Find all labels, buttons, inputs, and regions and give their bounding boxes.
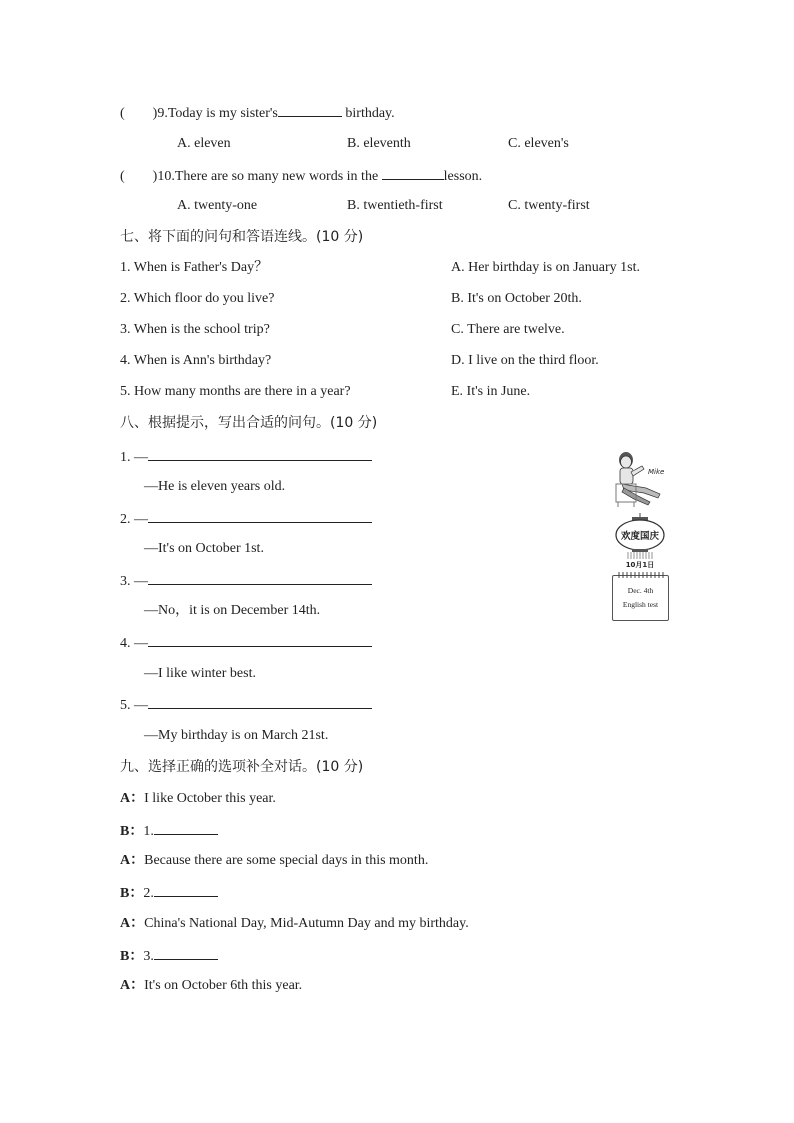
question-write-row xyxy=(120,571,372,591)
item-number: 2. — xyxy=(120,512,148,527)
dialogue-line xyxy=(120,883,218,903)
speaker-label: A： xyxy=(120,853,145,868)
fill-blank[interactable] xyxy=(154,946,218,960)
question-9 xyxy=(120,103,395,123)
speaker-label: A： xyxy=(120,916,145,931)
option-b[interactable]: B. twentieth-first xyxy=(347,198,443,213)
item-number: 5. — xyxy=(120,698,148,713)
dialogue-text: Because there are some special days in this month. xyxy=(144,853,429,868)
given-answer: —No，it is on December 14th. xyxy=(144,603,321,618)
answer-paren-close: ) xyxy=(152,169,158,184)
dialogue-text: 1. xyxy=(143,824,154,839)
match-answer[interactable]: D. I live on the third floor. xyxy=(451,353,599,368)
dialogue-text: China's National Day, Mid-Autumn Day and my birthday. xyxy=(144,916,469,931)
question-write-row xyxy=(120,633,372,653)
boy-figure-icon xyxy=(612,450,672,508)
banner-text: 欢度国庆 xyxy=(620,531,659,542)
dialogue-line xyxy=(120,946,218,966)
option-b[interactable]: B. eleventh xyxy=(347,136,411,151)
given-answer: —My birthday is on March 21st. xyxy=(144,728,329,743)
option-c[interactable]: C. eleven's xyxy=(508,136,569,151)
item-number: 1. — xyxy=(120,450,148,465)
dialogue-text: I like October this year. xyxy=(144,791,276,806)
calendar-event: English test xyxy=(622,600,659,609)
section-7-title: 七、将下面的问句和答语连线。(10 分) xyxy=(120,229,364,245)
item-number: 4. — xyxy=(120,636,148,651)
fill-blank[interactable] xyxy=(154,883,218,897)
match-answer[interactable]: C. There are twelve. xyxy=(451,322,565,337)
speaker-label: B： xyxy=(120,949,144,964)
question-stem: 10.There are so many new words in the xyxy=(157,169,379,184)
option-c[interactable]: C. twenty-first xyxy=(508,198,590,213)
match-question[interactable]: 3. When is the school trip? xyxy=(120,322,270,337)
question-stem: 9.Today is my sister's xyxy=(157,106,278,121)
answer-paren-open: ( xyxy=(120,106,125,121)
given-answer: —He is eleven years old. xyxy=(144,479,286,494)
question-10 xyxy=(120,166,482,186)
calendar-rings-icon xyxy=(613,572,668,578)
dialogue-line xyxy=(120,915,469,933)
match-question[interactable]: 4. When is Ann's birthday? xyxy=(120,353,272,368)
boy-mike-illustration xyxy=(612,450,672,508)
question-write-row xyxy=(120,695,372,715)
match-answer[interactable]: B. It's on October 20th. xyxy=(451,291,582,306)
speaker-label: B： xyxy=(120,824,144,839)
dialogue-text: 3. xyxy=(143,949,154,964)
question-write-row xyxy=(120,509,372,529)
dialogue-text: 2. xyxy=(143,886,154,901)
banner-date: 10月1日 xyxy=(625,561,655,569)
fill-blank[interactable] xyxy=(382,166,444,180)
speaker-label: A： xyxy=(120,978,145,993)
write-line[interactable] xyxy=(148,447,372,461)
write-line[interactable] xyxy=(148,695,372,709)
given-answer: —I like winter best. xyxy=(144,666,256,681)
write-line[interactable] xyxy=(148,633,372,647)
dialogue-line xyxy=(120,852,428,870)
section-8-title: 八、根据提示，写出合适的问句。(10 分) xyxy=(120,415,378,431)
section-9-title: 九、选择正确的选项补全对话。(10 分) xyxy=(120,759,364,775)
match-answer[interactable]: A. Her birthday is on January 1st. xyxy=(451,260,640,275)
match-question[interactable]: 5. How many months are there in a year? xyxy=(120,384,351,399)
mike-label: Mike xyxy=(648,468,665,476)
given-answer: —It's on October 1st. xyxy=(144,541,264,556)
answer-paren-close: ) xyxy=(152,106,158,121)
dialogue-text: It's on October 6th this year. xyxy=(144,978,303,993)
speaker-label: B： xyxy=(120,886,144,901)
match-question[interactable]: 2. Which floor do you live? xyxy=(120,291,275,306)
calendar-date: Dec. 4th xyxy=(627,586,654,595)
write-line[interactable] xyxy=(148,571,372,585)
question-write-row xyxy=(120,447,372,467)
calendar-card xyxy=(612,575,669,621)
fill-blank[interactable] xyxy=(278,103,342,117)
option-a[interactable]: A. twenty-one xyxy=(177,198,258,213)
national-day-lantern xyxy=(614,513,666,571)
option-a[interactable]: A. eleven xyxy=(177,136,231,151)
dialogue-line xyxy=(120,790,276,808)
dialogue-line xyxy=(120,977,302,995)
question-stem-end: lesson. xyxy=(443,169,483,184)
question-stem-end: birthday. xyxy=(345,106,395,121)
write-line[interactable] xyxy=(148,509,372,523)
speaker-label: A： xyxy=(120,791,145,806)
match-answer[interactable]: E. It's in June. xyxy=(451,384,531,399)
item-number: 3. — xyxy=(120,574,148,589)
answer-paren-open: ( xyxy=(120,169,125,184)
match-question[interactable]: 1. When is Father's Day？ xyxy=(120,260,269,275)
dialogue-line xyxy=(120,821,218,841)
fill-blank[interactable] xyxy=(154,821,218,835)
